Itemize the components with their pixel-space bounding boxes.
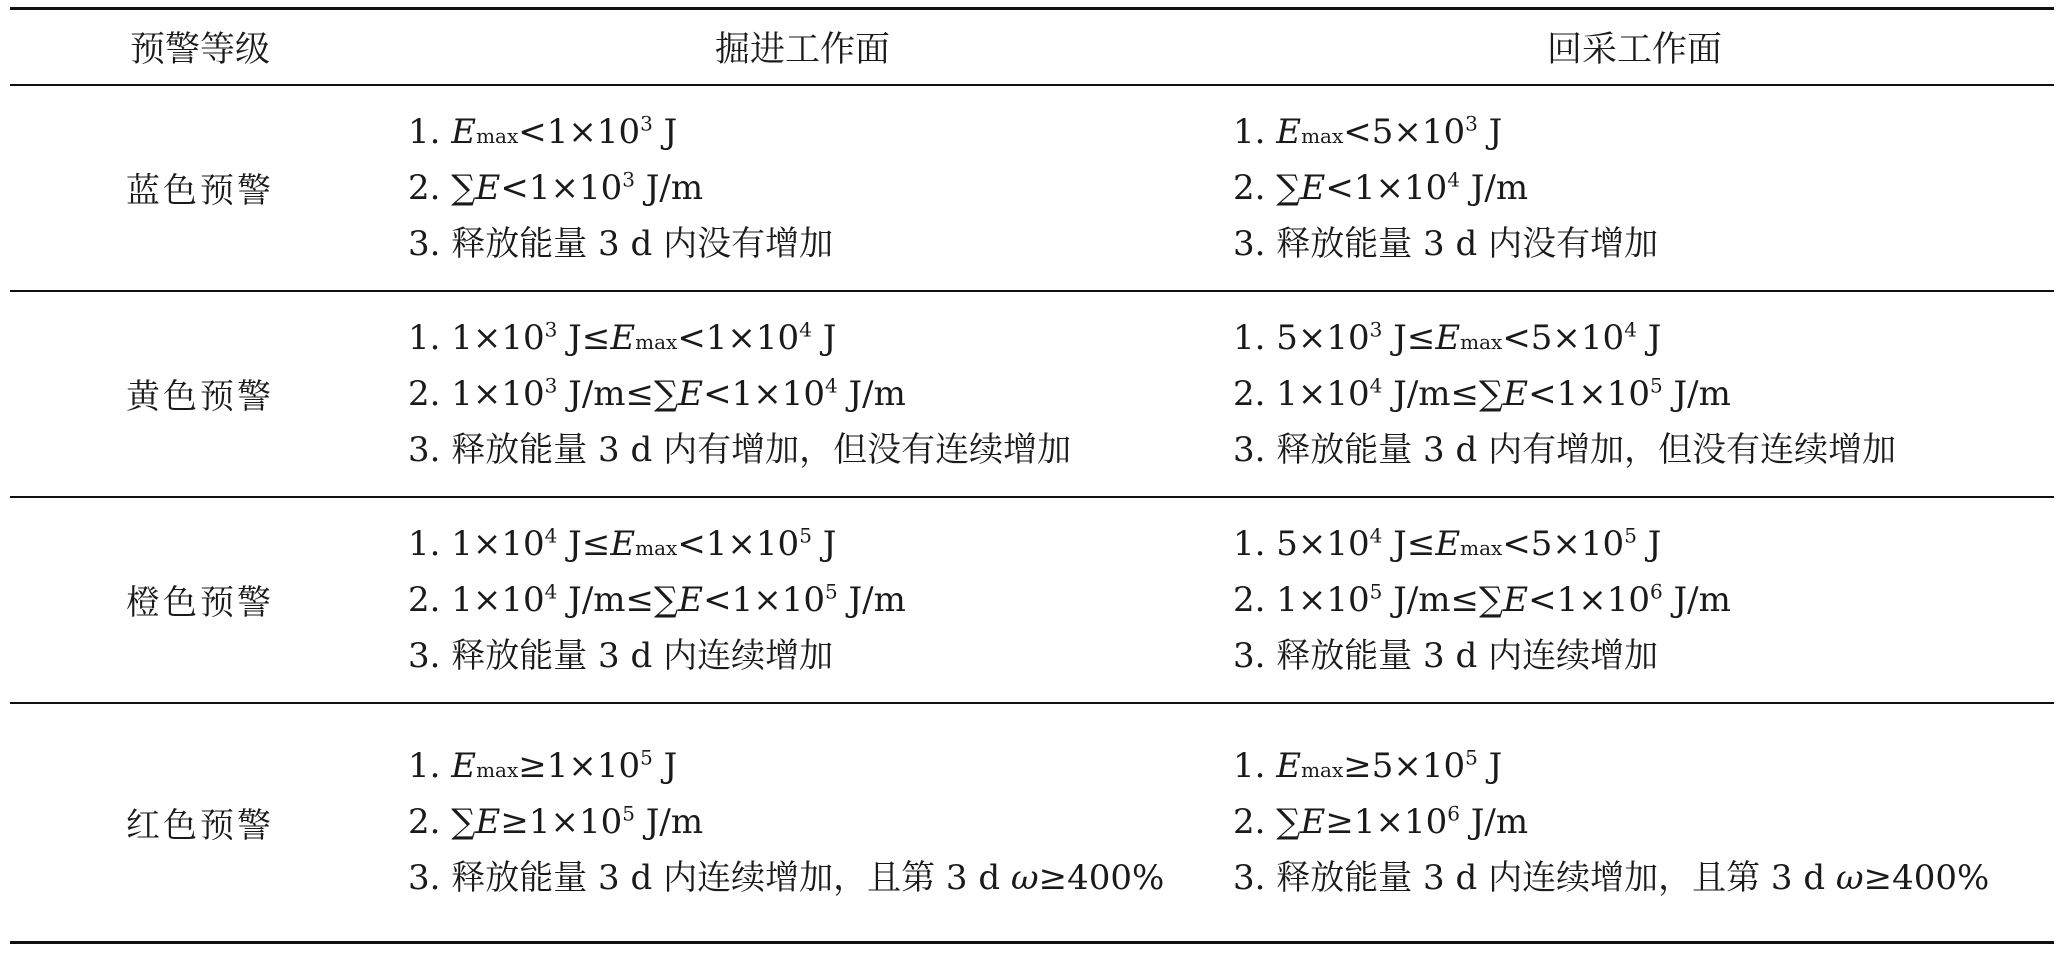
condition-line-1: 1. $Emax\ge 1\times 10^5$ J <box>408 745 678 787</box>
condition-line-2: 2. $1\times 10^3$ $J/m\le\sum E<1\times 10^4$ J/m <box>408 373 906 414</box>
condition-line-2: 2. $\sum E<1\times 10^3$ J/m <box>408 167 704 208</box>
level-cell <box>10 497 390 703</box>
header-heading-face: 掘进工作面 <box>390 9 1215 85</box>
condition-line-1: 1. $Emax<5\times 10^3$ J <box>1233 111 1503 152</box>
heading-face-cell <box>390 497 1215 703</box>
heading-face-cell <box>390 291 1215 497</box>
level-label: 蓝色预警 <box>126 171 274 211</box>
condition-line-3: 3. 释放能量 3 d 内连续增加，且第 3 d ω≥400% <box>1233 858 1990 899</box>
condition-line-1: 1. $Emax\ge 5\times 10^5$ J <box>1233 745 1503 787</box>
header-row <box>10 9 2054 85</box>
condition-line-3: 3. 释放能量 3 d 内连续增加，且第 3 d ω≥400% <box>408 858 1165 899</box>
condition-line-1: 1. $5\times 10^3$ $J\le Emax<5\times 10^4$ J <box>1233 317 1662 358</box>
condition-line-3: 3. 释放能量 3 d 内有增加，但没有连续增加 <box>1233 429 1897 470</box>
level-cell <box>10 291 390 497</box>
mining-face-cell <box>1215 703 2054 943</box>
table-row-yellow <box>10 291 2054 497</box>
warning-criteria-table <box>10 7 2054 944</box>
condition-line-1: 1. $Emax<1\times 10^3$ J <box>408 111 678 152</box>
level-cell <box>10 85 390 291</box>
mining-face-cell <box>1215 291 2054 497</box>
mining-face-cell <box>1215 85 2054 291</box>
heading-face-cell <box>390 703 1215 943</box>
condition-line-2: 2. $\sum E\ge 1\times 10^5$ J/m <box>408 801 704 843</box>
condition-line-1: 1. $1\times 10^4$ $J\le Emax<1\times 10^5$ J <box>408 523 837 564</box>
condition-line-1: 1. $1\times 10^3$ $J\le Emax<1\times 10^4$ J <box>408 317 837 358</box>
condition-line-2: 2. $1\times 10^5$ $J/m\le\sum E<1\times 10^6$ J/m <box>1233 579 1731 620</box>
condition-line-2: 2. $1\times 10^4$ $J/m\le\sum E<1\times 10^5$ J/m <box>408 579 906 620</box>
heading-face-cell <box>390 85 1215 291</box>
condition-line-3: 3. 释放能量 3 d 内没有增加 <box>408 223 834 264</box>
condition-line-2: 2. $1\times 10^4$ $J/m\le\sum E<1\times 10^5$ J/m <box>1233 373 1731 414</box>
level-label: 黄色预警 <box>126 377 274 417</box>
condition-line-3: 3. 释放能量 3 d 内有增加，但没有连续增加 <box>408 429 1072 470</box>
level-label: 橙色预警 <box>126 583 274 623</box>
level-cell <box>10 703 390 943</box>
condition-line-3: 3. 释放能量 3 d 内连续增加 <box>408 635 834 676</box>
header-mining-face: 回采工作面 <box>1215 9 2054 85</box>
condition-line-2: 2. $\sum E<1\times 10^4$ J/m <box>1233 167 1529 208</box>
table-row-orange <box>10 497 2054 703</box>
mining-face-cell <box>1215 497 2054 703</box>
table-row-blue <box>10 85 2054 291</box>
table-row-red <box>10 703 2054 943</box>
level-label: 红色预警 <box>126 805 274 846</box>
condition-line-1: 1. $5\times 10^4$ $J\le Emax<5\times 10^5$ J <box>1233 523 1662 564</box>
condition-line-2: 2. $\sum E\ge 1\times 10^6$ J/m <box>1233 801 1529 843</box>
condition-line-3: 3. 释放能量 3 d 内连续增加 <box>1233 635 1659 676</box>
condition-line-3: 3. 释放能量 3 d 内没有增加 <box>1233 223 1659 264</box>
header-level: 预警等级 <box>10 9 390 85</box>
